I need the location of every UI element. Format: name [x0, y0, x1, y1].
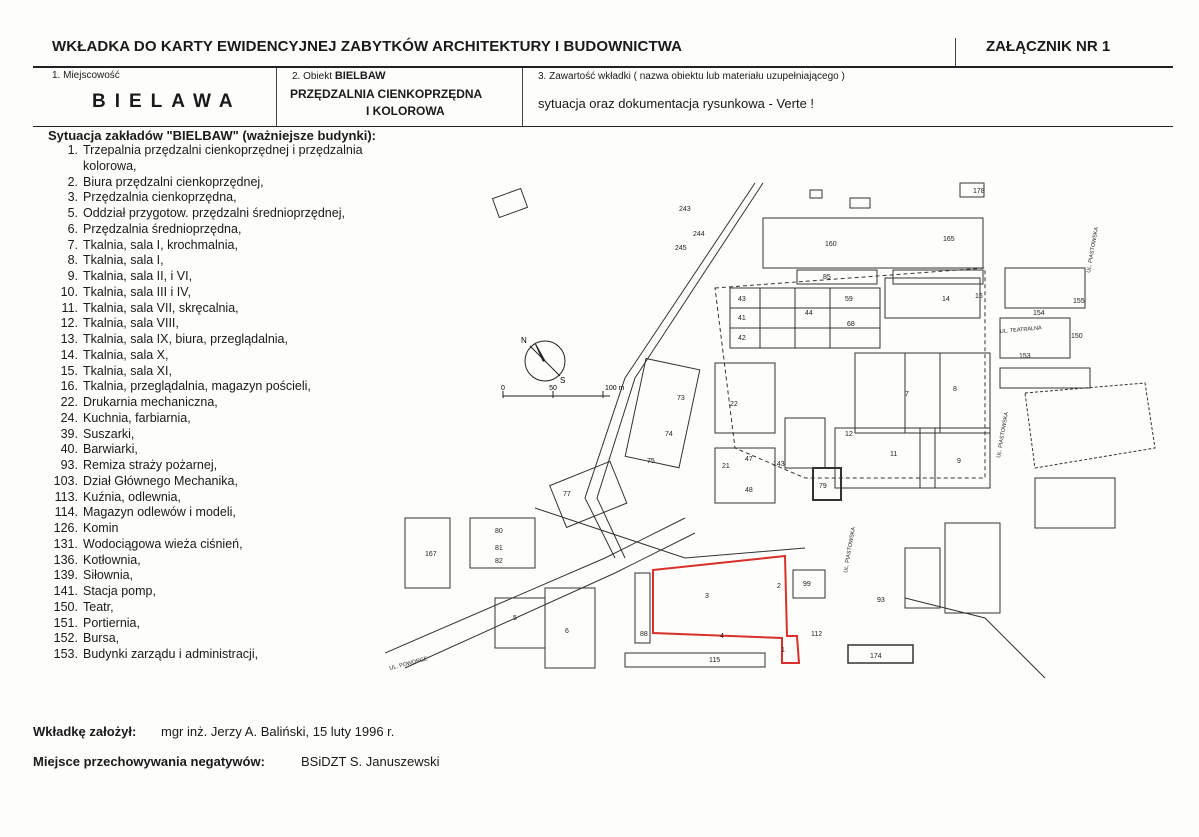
building-number-label: 165 [943, 236, 955, 243]
legend-item [48, 222, 363, 238]
legend-item-number: 2. [67, 174, 78, 189]
legend-item [48, 285, 363, 301]
legend-item [48, 505, 363, 521]
legend-item-number: 3. [67, 190, 78, 205]
legend-item-number: 13. [60, 332, 78, 346]
building-block-43-68 [730, 288, 880, 348]
field-locality-value: BIELAWA [92, 91, 242, 112]
building-number-label: 7 [905, 391, 909, 398]
header-divider [955, 38, 956, 66]
attachment-number: ZAŁĄCZNIK NR 1 [986, 38, 1111, 55]
building-legend [48, 143, 363, 663]
building-number-label: 155 [1073, 298, 1085, 305]
footer-created-label: Wkładkę założył: [33, 724, 137, 739]
legend-item-text: Komin [83, 521, 119, 535]
legend-item-text: Budynki zarządu i administracji, [83, 647, 259, 661]
legend-item-number: 9. [67, 269, 78, 283]
footer-storage [33, 754, 440, 769]
legend-item [48, 175, 363, 191]
legend-item-text: Dział Głównego Mechanika, [83, 473, 238, 488]
field-object-name-line2: I KOLOROWA [366, 104, 445, 118]
building-number-label: 4 [720, 633, 724, 640]
legend-item-number: 12. [60, 316, 78, 331]
legend-item-number: 24. [60, 410, 78, 425]
building-number-label: 5 [513, 615, 517, 622]
building-79 [813, 468, 841, 500]
footer-created-by [33, 724, 395, 739]
building-number-label: 42 [738, 335, 746, 342]
scale-label-100: 100 m [605, 385, 625, 392]
legend-item-text: Stacja pomp, [83, 584, 156, 598]
legend-item-number: 10. [60, 284, 78, 299]
legend-item-text: Trzepalnia przędzalni cienkoprzędnej i przędzalnia [83, 143, 363, 157]
building-115 [625, 653, 765, 667]
legend-item-text: Portiernia, [83, 615, 140, 630]
building-7-8 [855, 353, 990, 433]
field-object-name-line1: PRZĘDZALNIA CIENKOPRZĘDNA [290, 87, 483, 101]
legend-item-number: 131. [53, 536, 78, 551]
building-number-label: 244 [693, 231, 705, 238]
building-number-label: 245 [675, 245, 687, 252]
building-number-label: 43 [738, 296, 746, 303]
compass-rose-icon [525, 341, 565, 381]
legend-item [48, 427, 363, 443]
footer-storage-value: BSiDZT S. Januszewski [301, 754, 440, 769]
legend-title: Sytuacja zakładów "BIELBAW" (ważniejsze budynki): [48, 128, 377, 143]
building-number-label: 88 [640, 631, 648, 638]
legend-item-number: 16. [60, 379, 78, 394]
legend-item-number: 7. [67, 237, 78, 252]
legend-item [48, 332, 363, 348]
legend-item-text: Tkalnia, sala III i IV, [83, 284, 191, 299]
legend-item-text: Biura przędzalni cienkoprzędnej, [83, 174, 264, 189]
legend-item-number: 139. [53, 568, 78, 583]
legend-item-number: 11. [61, 300, 78, 315]
legend-item [48, 474, 363, 490]
legend-item-text: Wodociągowa wieża ciśnień, [83, 536, 243, 551]
field-rule [33, 126, 1173, 127]
building-number-label: 154 [1033, 310, 1045, 317]
building-number-label: 8 [953, 386, 957, 393]
legend-item [48, 442, 363, 458]
compass-north-label: N [521, 336, 527, 345]
header-rule [33, 66, 1173, 68]
legend-item [48, 553, 363, 569]
building-77 [550, 461, 627, 527]
building-number-label: 9 [957, 458, 961, 465]
legend-item [48, 395, 363, 411]
legend-item-text: kolorowa, [83, 158, 137, 173]
legend-item [48, 584, 363, 600]
legend-item [48, 600, 363, 616]
legend-item-text: Siłownia, [83, 568, 134, 583]
legend-item [48, 316, 363, 332]
building-number-label: 99 [803, 581, 811, 588]
building-number-label: 14 [942, 296, 950, 303]
legend-item-text: Barwiarki, [83, 442, 138, 457]
street-label: UL. PIASTOWSKA [843, 526, 858, 574]
field-divider-2 [522, 68, 523, 126]
building-number-label: 41 [738, 315, 746, 322]
legend-item [48, 521, 363, 537]
legend-item [48, 647, 363, 663]
legend-item-number: 141. [53, 584, 78, 598]
legend-item-number: 5. [67, 206, 78, 220]
building-number-label: 2 [777, 583, 781, 590]
building-73-75 [625, 358, 700, 467]
building-9 [920, 428, 990, 488]
legend-item [48, 458, 363, 474]
street-label: UL. POWORCE [388, 656, 429, 672]
street-label: UL. PIASTOWSKA [1086, 226, 1101, 274]
legend-item-text: Magazyn odlewów i modeli, [83, 505, 236, 520]
building-number-label: 73 [677, 395, 685, 402]
field-divider-1 [276, 68, 277, 126]
field-object-label-text: 2. Obiekt [292, 71, 333, 82]
legend-item [48, 269, 363, 285]
building-22 [715, 363, 775, 433]
building-number-label: 85 [823, 274, 831, 281]
legend-item [48, 568, 363, 584]
building-number-label: 243 [679, 206, 691, 213]
legend-item-text: Suszarki, [83, 426, 135, 441]
legend-item [48, 238, 363, 254]
legend-item-text: Tkalnia, sala IX, biura, przeglądalnia, [83, 332, 288, 346]
legend-item-text: Przędzalnia średnioprzędna, [83, 221, 242, 236]
legend-item-text: Drukarnia mechaniczna, [83, 395, 218, 409]
legend-item [48, 143, 363, 159]
legend-item-text: Bursa, [83, 631, 120, 646]
building-number-label: 75 [647, 458, 655, 465]
building-number-label: 160 [825, 241, 837, 248]
legend-item-number: 40. [60, 442, 78, 457]
scale-label-50: 50 [549, 385, 557, 392]
building-number-label: 77 [563, 491, 571, 498]
legend-item-number: 103. [53, 473, 78, 488]
legend-item [48, 411, 363, 427]
building-number-label: 11 [890, 451, 898, 458]
legend-item-text: Teatr, [83, 599, 114, 614]
building-number-label: 44 [805, 310, 813, 317]
building-number-label: 178 [973, 188, 985, 195]
legend-item-number: 152. [53, 631, 78, 646]
legend-item-text: Tkalnia, sala II, i VI, [83, 269, 193, 283]
building-number-label: 21 [722, 463, 730, 470]
legend-item-number: 6. [67, 221, 78, 236]
legend-item-number: 153. [53, 647, 78, 661]
legend-item-text: Tkalnia, sala XI, [83, 363, 172, 378]
footer-created-value: mgr inż. Jerzy A. Baliński, 15 luty 1996 r. [161, 724, 395, 739]
street-label: UL. TEATRALNA [999, 325, 1042, 335]
legend-item-text: Remiza straży pożarnej, [83, 458, 218, 472]
building-number-label: 82 [495, 558, 503, 565]
field-content-value: sytuacja oraz dokumentacja rysunkowa - Verte ! [538, 96, 815, 111]
legend-item-number: 114. [54, 505, 78, 520]
legend-item-number: 1. [67, 143, 78, 157]
legend-item-number: 15. [60, 363, 78, 378]
legend-item-text: Tkalnia, sala I, [83, 253, 164, 268]
building-number-label: 167 [425, 551, 437, 558]
building-number-label: 81 [495, 545, 503, 552]
highlighted-building-3 [653, 556, 799, 663]
card-title: WKŁADKA DO KARTY EWIDENCYJNEJ ZABYTKÓW ARCHITEKTURY I BUDOWNICTWA [52, 38, 683, 55]
legend-item [48, 490, 363, 506]
legend-item-text: Oddział przygotow. przędzalni średnioprzędnej, [83, 206, 345, 220]
legend-item-text: Kuźnia, odlewnia, [83, 489, 181, 504]
compass-south-label: S [560, 376, 566, 385]
building-number-label: 15 [975, 293, 983, 300]
building-number-label: 143 [773, 461, 785, 468]
legend-item-number: 14. [60, 347, 78, 362]
building-number-label: 48 [745, 487, 753, 494]
legend-item-number: 126. [53, 521, 78, 535]
building-143 [785, 418, 825, 468]
legend-item-number: 39. [60, 426, 78, 441]
building-number-label: 47 [745, 456, 753, 463]
field-content-label: 3. Zawartość wkładki ( nazwa obiektu lub materiału uzupełniającego ) [538, 71, 845, 82]
legend-item [48, 206, 363, 222]
legend-item-text: Tkalnia, sala I, krochmalnia, [83, 237, 238, 252]
building-number-label: 59 [845, 296, 853, 303]
legend-item-text: Tkalnia, sala VII, skręcalnia, [83, 300, 239, 315]
building-number-label: 74 [665, 431, 673, 438]
field-object-code: BIELBAW [334, 70, 386, 82]
legend-item-number: 22. [60, 395, 78, 409]
building-number-label: 1 [781, 647, 785, 654]
legend-item-text: Tkalnia, przeglądalnia, magazyn pościeli, [83, 379, 311, 394]
building-number-label: 80 [495, 528, 503, 535]
building-number-label: 3 [705, 593, 709, 600]
legend-item [48, 537, 363, 553]
legend-item-number: 136. [53, 552, 78, 567]
legend-item [48, 616, 363, 632]
legend-item-text: Tkalnia, sala VIII, [83, 316, 179, 331]
legend-item [48, 379, 363, 395]
building-number-label: 153 [1019, 353, 1031, 360]
legend-item-number: 8. [67, 253, 78, 268]
building-number-label: 6 [565, 628, 569, 635]
building-number-label: 79 [819, 483, 827, 490]
building-number-label: 115 [709, 657, 721, 664]
legend-item-number: 150. [53, 599, 78, 614]
building-number-label: 112 [811, 631, 823, 638]
building-number-label: 22 [730, 401, 738, 408]
building-number-label: 93 [877, 597, 885, 604]
map-scale-bar [503, 391, 610, 398]
legend-item [48, 253, 363, 269]
building-number-label: 12 [845, 431, 853, 438]
legend-item [48, 631, 363, 647]
legend-item-number: 93. [60, 458, 78, 472]
building-153 [1000, 368, 1090, 388]
legend-item-number: 113. [54, 489, 78, 504]
site-plan-map [385, 178, 1170, 688]
legend-item-text: Kotłownia, [83, 552, 141, 567]
legend-item [48, 159, 363, 175]
field-locality-label: 1. Miejscowość [52, 70, 120, 81]
legend-item-text: Tkalnia, sala X, [83, 347, 169, 362]
legend-item [48, 190, 363, 206]
building-6 [545, 588, 595, 668]
building-number-label: 174 [870, 653, 882, 660]
legend-item-text: Przędzalnia cienkoprzędna, [83, 190, 237, 205]
field-object-label [292, 70, 386, 82]
building-160 [763, 218, 983, 268]
scale-label-0: 0 [501, 385, 505, 392]
legend-item [48, 364, 363, 380]
building-number-label: 150 [1071, 333, 1083, 340]
legend-item-text: Kuchnia, farbiarnia, [83, 410, 191, 425]
building-number-label: 68 [847, 321, 855, 328]
street-label: UL. PIASTOWSKA [996, 411, 1011, 459]
building-5 [495, 598, 545, 648]
legend-item [48, 348, 363, 364]
legend-item [48, 301, 363, 317]
footer-storage-label: Miejsce przechowywania negatywów: [33, 754, 265, 769]
legend-item-number: 151. [53, 615, 78, 630]
